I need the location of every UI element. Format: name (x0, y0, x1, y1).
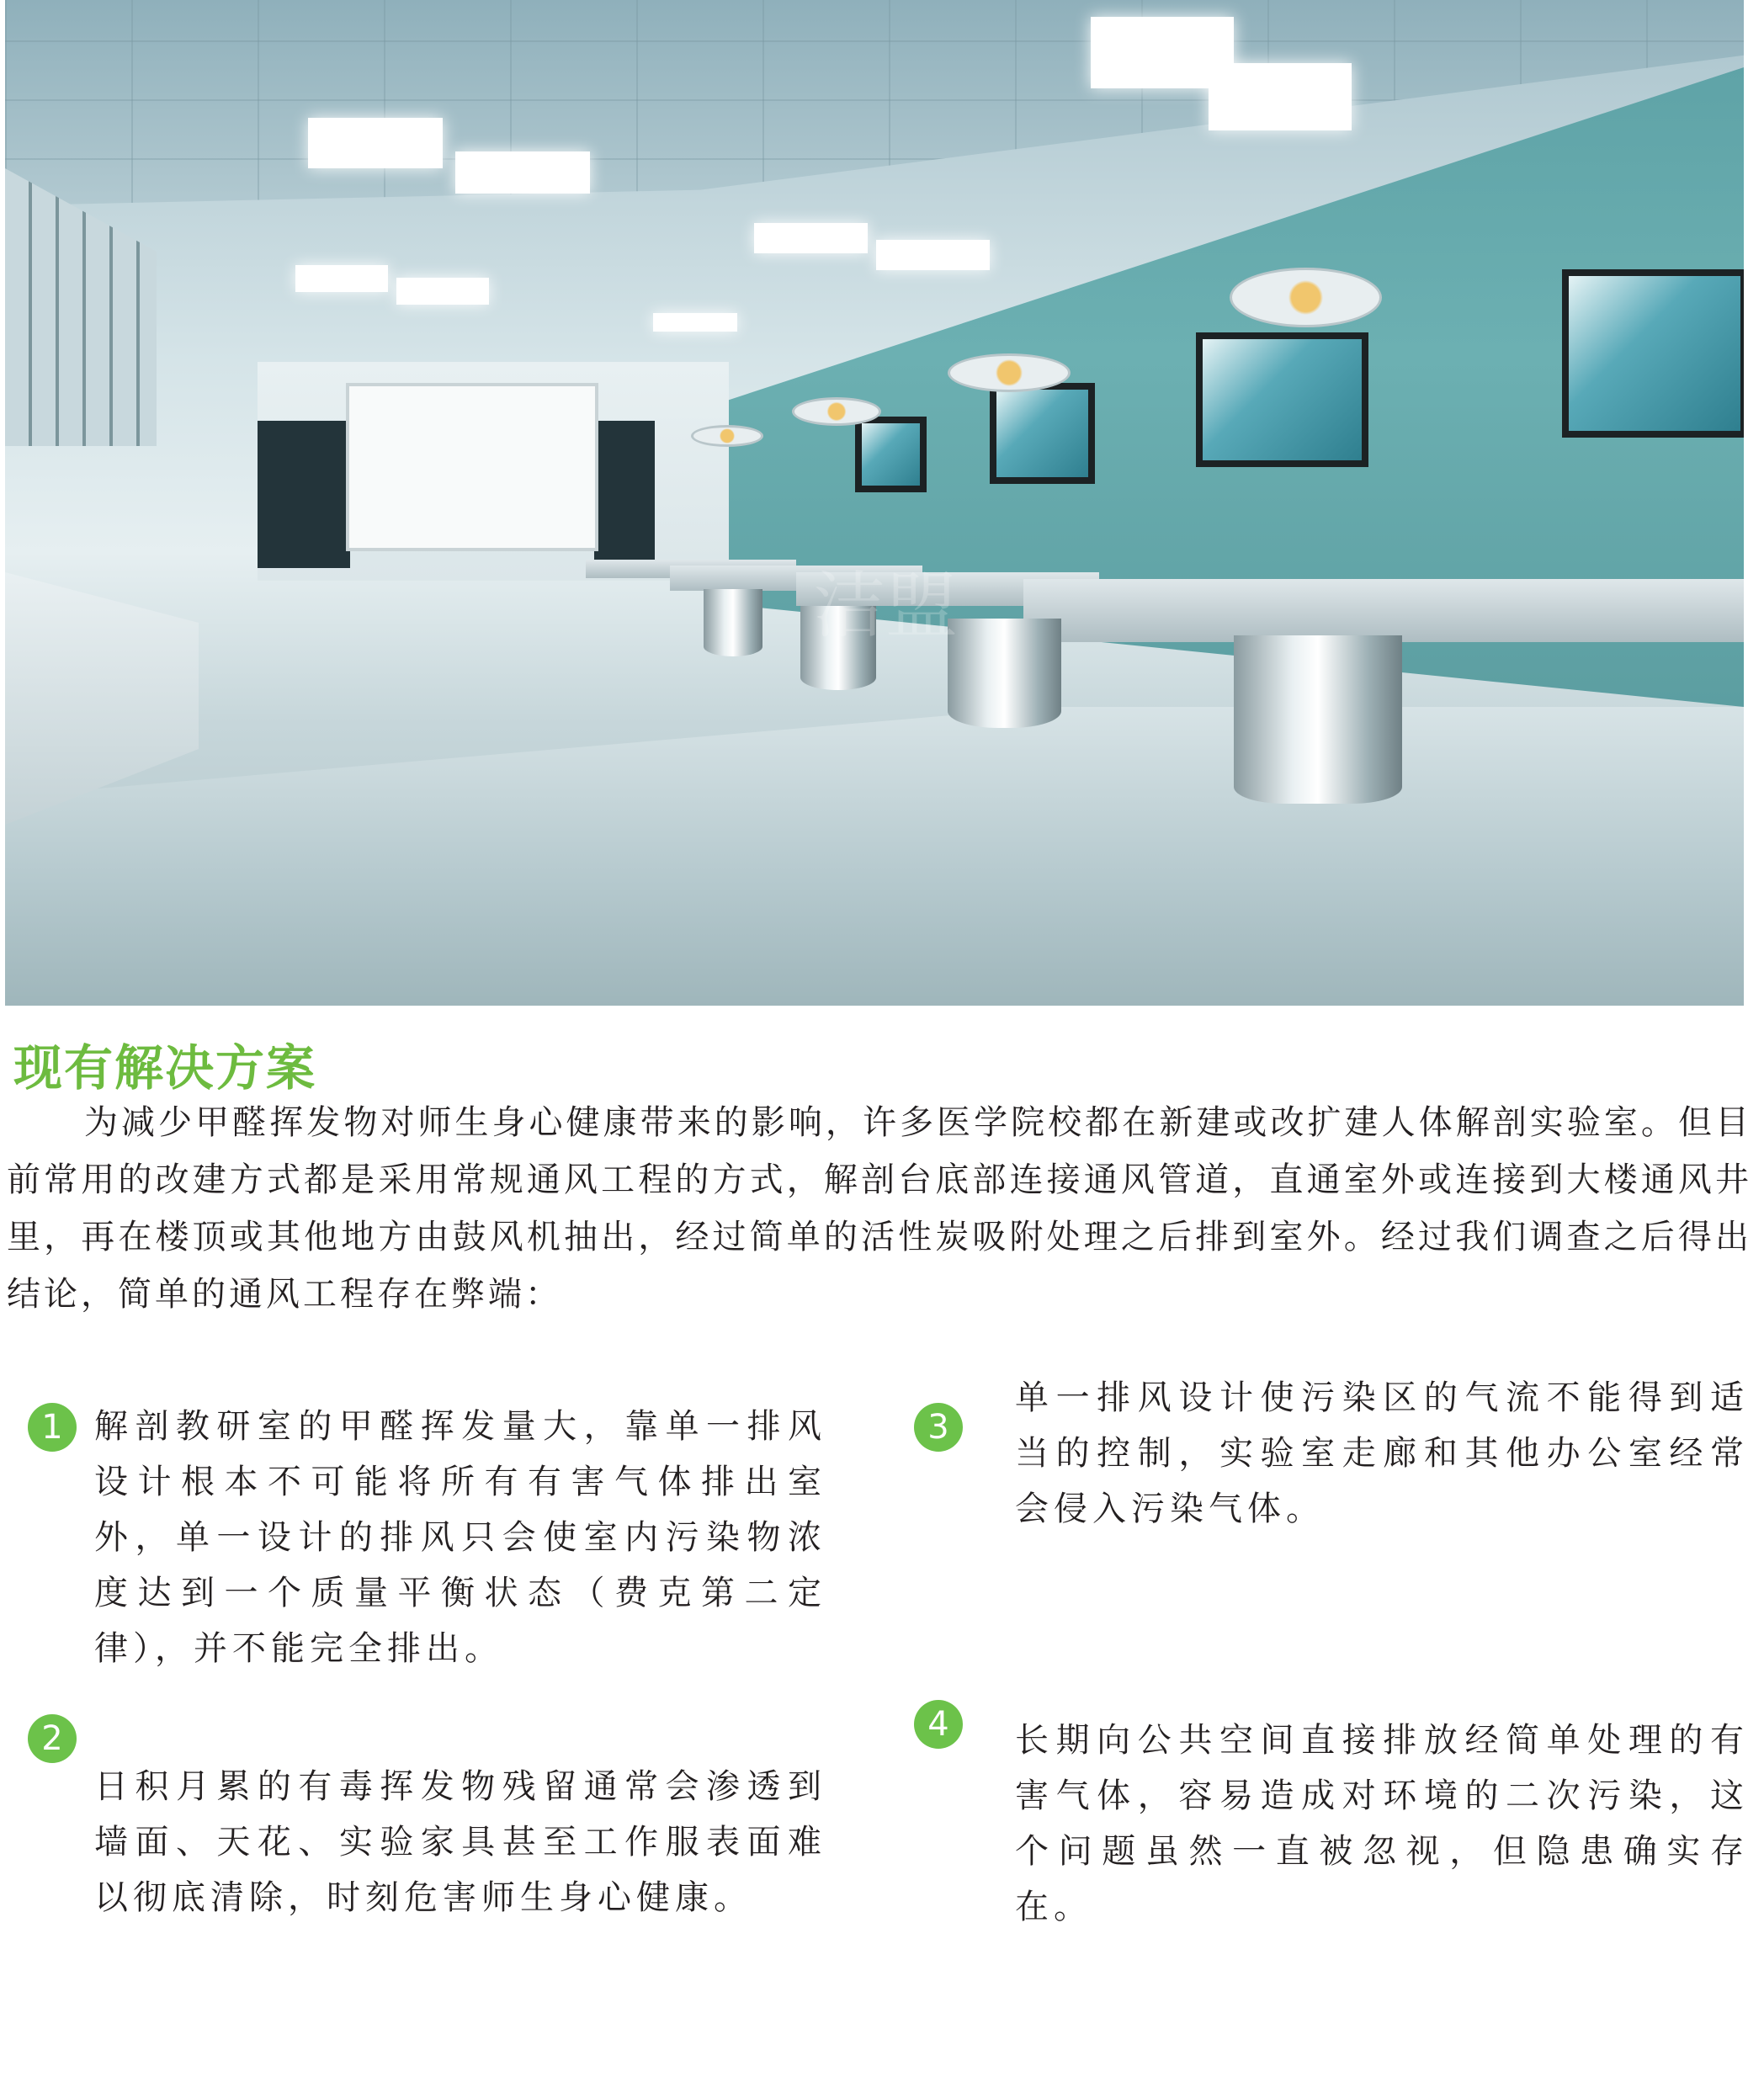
point-text: 日积月累的有毒挥发物残留通常会渗透到墙面、天花、实验家具甚至工作服表面难以彻底清除，时刻危害师生身心健康。 (94, 1767, 826, 1917)
ceiling-light (396, 278, 489, 305)
ceiling-light (754, 223, 868, 253)
surgical-lamp (792, 397, 881, 426)
surgery-monitor (855, 417, 927, 492)
surgery-monitor (1196, 332, 1368, 467)
number-badge: 2 (28, 1714, 77, 1763)
section-title: 现有解决方案 (13, 1039, 317, 1097)
surgery-monitor (1562, 269, 1744, 438)
blackboard (258, 421, 350, 568)
point-text: 单一排风设计使污染区的气流不能得到适当的控制，实验室走廊和其他办公室经常会侵入污染气体。 (1015, 1378, 1749, 1528)
ceiling-light (1209, 63, 1352, 130)
surgical-lamp (948, 353, 1071, 392)
ceiling-light (653, 313, 737, 332)
wall-cabinets (5, 168, 157, 446)
table-pedestal (948, 619, 1061, 728)
table-pedestal (1234, 635, 1402, 804)
projection-screen (346, 383, 598, 551)
surgery-monitor (990, 383, 1095, 484)
surgical-lamp (691, 425, 763, 447)
floor (5, 707, 1744, 1006)
point-text: 解剖教研室的甲醛挥发量大，靠单一排风设计根本不可能将所有有害气体排出室外，单一设计的排风只会使室内污染物浓度达到一个质量平衡状态（费克第二定律），并不能完全排出。 (94, 1407, 826, 1668)
table-pedestal (704, 589, 762, 656)
anatomy-lab-photo (5, 0, 1744, 1006)
number-badge: 3 (914, 1403, 963, 1452)
number-badge: 1 (28, 1403, 77, 1452)
point-text: 长期向公共空间直接排放经简单处理的有害气体，容易造成对环境的二次污染，这个问题虽然一直被忽视，但隐患确实存在。 (1015, 1721, 1749, 1926)
number-badge: 4 (914, 1700, 963, 1749)
blackboard (594, 421, 655, 568)
intro-paragraph: 为减少甲醛挥发物对师生身心健康带来的影响，许多医学院校都在新建或改扩建人体解剖实验室。但目前常用的改建方式都是采用常规通风工程的方式，解剖台底部连接通风管道，直通室外或连接到大楼通风井里，再在楼顶或其他地方由鼓风机抽出，经过简单的活性炭吸附处理之后排到室外。经过我们调查之后得出结论，简单的通风工程存在弊端： (7, 1103, 1752, 1314)
ceiling-light (308, 118, 443, 168)
dissection-table (1023, 579, 1744, 642)
ceiling-light (876, 240, 990, 270)
surgical-lamp (1230, 268, 1382, 327)
watermark: 洁盟 (813, 564, 958, 648)
ceiling-light (455, 151, 590, 194)
ceiling-light (295, 265, 388, 292)
